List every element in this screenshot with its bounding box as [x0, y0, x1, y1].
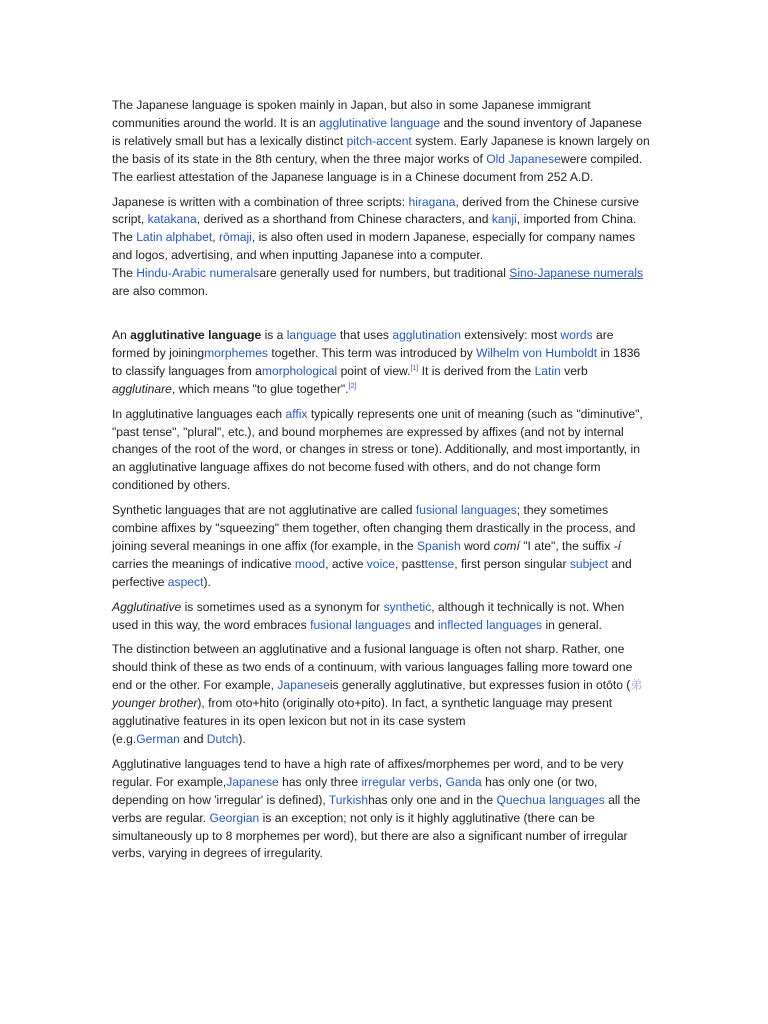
link-sino-japanese-numerals[interactable]: Sino-Japanese numerals	[509, 266, 644, 281]
text-run: together. This term was introduced by	[267, 345, 477, 360]
link-latin[interactable]: Latin	[534, 363, 561, 378]
italic-term: -í	[613, 538, 621, 553]
link-subject[interactable]: subject	[569, 556, 609, 571]
text-run: Japanese is written with a combination of three scripts:	[112, 194, 409, 209]
paragraph	[112, 641, 652, 748]
link-language[interactable]: language	[286, 327, 337, 342]
kanji-character: 弟	[630, 678, 643, 693]
text-run: and perfective	[112, 556, 632, 589]
link-katakana[interactable]: katakana	[147, 212, 197, 227]
text-run: ; they sometimes combine affixes by "squeezing" them together, often changing them drastically in the process, and joining several meanings in one affix (for example, in the	[112, 503, 636, 553]
link-words[interactable]: words	[560, 327, 593, 342]
link-turkish[interactable]: Turkish	[328, 792, 369, 807]
paragraph	[112, 756, 652, 863]
text-run: ,	[212, 230, 219, 245]
text-run: has only one (or two, depending on how 'irregular' is defined),	[112, 774, 598, 807]
text-run: point of view.	[337, 363, 411, 378]
italic-term: Agglutinative	[112, 599, 182, 614]
text-run: ,	[438, 774, 446, 789]
text-run: and	[179, 732, 207, 746]
text-run: , is also often used in modern Japanese, especially for company names and logos, advertising, and when inputting Japanese into a computer.	[112, 230, 636, 263]
text-run: The Japanese language is spoken mainly in Japan, but also in some Japanese immigrant communities around the world. It is an	[112, 98, 591, 130]
text-run: is a	[261, 327, 287, 342]
text-run: "I ate", the suffix	[519, 538, 614, 553]
link-affix[interactable]: affix	[285, 406, 308, 421]
text-run: all the verbs are regular.	[112, 792, 641, 825]
link-irregular-verbs[interactable]: irregular verbs	[361, 774, 439, 789]
text-run: in general.	[542, 617, 602, 632]
text-run: , which means "to glue together".	[171, 381, 349, 396]
text-run: (e.g.	[112, 732, 137, 746]
link-tense[interactable]: tense	[424, 556, 455, 571]
link-agglutination[interactable]: agglutination	[392, 327, 461, 342]
text-run: , imported from China. The	[112, 212, 637, 245]
text-run: Agglutinative languages tend to have a high rate of affixes/morphemes per word, and to be very regular. For example,	[112, 756, 624, 789]
text-run: Synthetic languages that are not agglutinative are called	[112, 503, 416, 518]
link-latin-alphabet[interactable]: Latin alphabet	[136, 230, 213, 245]
text-run: are generally used for numbers, but traditional	[259, 266, 510, 281]
link-japanese-2[interactable]: Japanese	[226, 774, 279, 789]
text-run: , derived from the Chinese cursive script,	[112, 194, 640, 227]
document-body	[112, 97, 652, 870]
link-ganda[interactable]: Ganda	[445, 774, 482, 789]
text-run: is an exception; not only is it highly agglutinative (there can be simultaneously up to 8 morphemes per word), but there are also a significant number of irregular verbs, varying in degrees of irregularity.	[112, 810, 628, 861]
link-hindu-arabic-numerals[interactable]: Hindu-Arabic numerals	[136, 266, 260, 281]
text-run: It is derived from the	[418, 363, 535, 378]
link-quechua-languages[interactable]: Quechua languages	[496, 792, 605, 807]
text-run: that uses	[336, 327, 393, 342]
link-synthetic[interactable]: synthetic	[383, 599, 432, 614]
text-run: , past	[395, 556, 425, 571]
text-run: , derived as a shorthand from Chinese characters, and	[196, 212, 492, 227]
text-run: verb	[560, 363, 588, 378]
text-run: ).	[238, 732, 246, 746]
link-romaji[interactable]: rōmaji	[218, 230, 252, 245]
link-pitch-accent[interactable]: pitch-accent	[346, 133, 412, 148]
text-run: ), from oto+hito (originally oto+pito). In fact, a synthetic language may present agglutinative features in its open lexicon but not in its case system	[112, 696, 613, 729]
text-run: system. Early Japanese is known largely on the basis of its state in the 8th century, when the three major works of	[112, 133, 650, 166]
bold-term: agglutinative language	[130, 327, 262, 342]
text-run: in 1836 to classify languages from a	[112, 345, 641, 378]
link-morphemes[interactable]: morphemes	[204, 345, 268, 360]
text-run: are also common.	[112, 284, 209, 299]
paragraph	[112, 97, 652, 187]
text-run: typically represents one unit of meaning (such as "diminutive", "past tense", "plural", etc.), and bound morphemes are expressed by affixes (and not by internal changes of the root of the word, or changes in stress or tone). Additionally, and most importantly, in an agglutinative language affixes do not become fused with others, and do not change form conditioned by others.	[112, 406, 643, 493]
text-run: , first person singular	[454, 556, 570, 571]
text-run: ).	[203, 574, 211, 589]
italic-term: agglutinare	[112, 381, 172, 396]
italic-term: younger brother	[112, 696, 198, 711]
text-run: were compiled. The earliest attestation of the Japanese language is in a Chinese document from 252 A.D.	[112, 151, 643, 184]
paragraph	[112, 599, 652, 635]
text-run: extensively: most	[460, 327, 561, 342]
link-aspect[interactable]: aspect	[167, 574, 204, 589]
text-run: has only one and in the	[368, 792, 497, 807]
link-morphological[interactable]: morphological	[261, 363, 338, 378]
text-run: , although it technically is not. When used in this way, the word embraces	[112, 599, 625, 632]
text-run: An	[112, 327, 131, 342]
link-kanji[interactable]: kanji	[491, 212, 517, 227]
link-dutch[interactable]: Dutch	[206, 732, 239, 746]
text-run: In agglutinative languages each	[112, 406, 286, 421]
link-wilhelm-von-humboldt[interactable]: Wilhelm von Humboldt	[476, 345, 598, 360]
text-run: word	[460, 538, 494, 553]
link-fusional-languages[interactable]: fusional languages	[415, 503, 517, 518]
text-run: and the sound inventory of Japanese is relatively small but has a lexically distinct	[112, 115, 642, 148]
link-old-japanese[interactable]: Old Japanese	[486, 151, 561, 166]
link-voice[interactable]: voice	[366, 556, 396, 571]
paragraph	[112, 502, 652, 592]
text-run: carries the meanings of indicative	[112, 556, 295, 571]
link-hiragana[interactable]: hiragana	[408, 194, 456, 209]
italic-term: comí	[493, 538, 520, 553]
text-run: are formed by joining	[112, 327, 614, 360]
link-japanese[interactable]: Japanese	[277, 678, 330, 693]
paragraph	[112, 194, 652, 301]
link-mood[interactable]: mood	[294, 556, 326, 571]
link-fusional-languages-2[interactable]: fusional languages	[310, 617, 411, 632]
citation-1[interactable]: [1]	[410, 364, 419, 372]
text-run: , active	[325, 556, 367, 571]
link-agglutinative-language[interactable]: agglutinative language	[319, 115, 441, 130]
text-run: has only three	[278, 774, 362, 789]
link-german[interactable]: German	[136, 732, 180, 746]
paragraph	[112, 327, 652, 399]
paragraph	[112, 406, 652, 496]
text-run: The	[112, 266, 137, 281]
link-spanish[interactable]: Spanish	[416, 538, 461, 553]
text-run: is generally agglutinative, but expresses fusion in otōto (	[329, 678, 631, 693]
text-run: The distinction between an agglutinative and a fusional language is often not sharp. Rather, one should think of these as two ends of a continuum, with various languages falling more toward one end or the other. For example,	[112, 642, 633, 693]
text-run: and	[410, 617, 438, 632]
link-inflected-languages[interactable]: inflected languages	[437, 617, 543, 632]
link-georgian[interactable]: Georgian	[209, 810, 260, 825]
citation-2[interactable]: [2]	[348, 382, 357, 390]
text-run: is sometimes used as a synonym for	[181, 599, 384, 614]
